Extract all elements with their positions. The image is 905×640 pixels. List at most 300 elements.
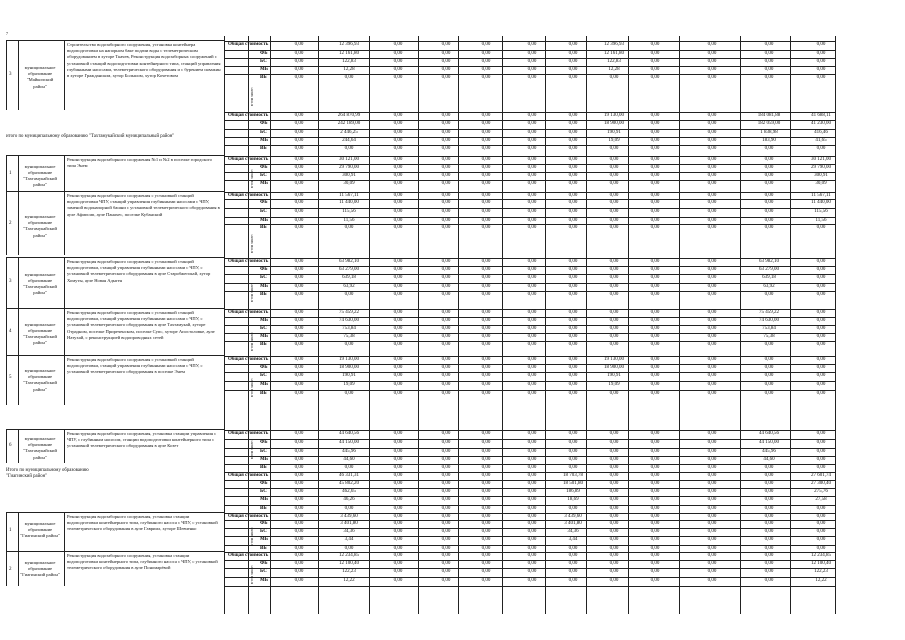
value-cell: 0,00: [707, 75, 717, 80]
value-cell: 0,00: [441, 138, 451, 143]
value-cell: 0,00: [481, 326, 491, 331]
value-cell: 0,00: [527, 267, 537, 272]
value-cell: 0,00: [764, 561, 774, 566]
value-cell: 0,00: [764, 209, 774, 214]
value-cell: 0,00: [393, 382, 403, 387]
value-cell: 0,00: [294, 138, 304, 143]
row-code-label: БС: [260, 529, 267, 534]
value-cell: 0,00: [393, 489, 403, 494]
value-cell: 19,09: [343, 382, 355, 387]
value-cell: 0,00: [707, 267, 717, 272]
value-cell: 0,00: [393, 259, 403, 264]
value-cell: 0,00: [568, 465, 578, 470]
value-cell: 0,00: [609, 284, 619, 289]
value-cell: 0,00: [650, 138, 660, 143]
value-cell: 0,00: [527, 310, 537, 315]
value-cell: 0,00: [707, 382, 717, 387]
value-cell: 0,00: [650, 342, 660, 347]
value-cell: 0,00: [294, 382, 304, 387]
value-cell: 0,00: [481, 334, 491, 339]
value-cell: 0,00: [707, 553, 717, 558]
row-code-label: МБ: [260, 457, 269, 462]
value-cell: 0,00: [650, 561, 660, 566]
value-cell: 639,18: [762, 275, 776, 280]
value-cell: 45 802,20: [339, 481, 359, 486]
value-cell: 0,00: [609, 200, 619, 205]
value-cell: 0,00: [568, 146, 578, 151]
value-cell: 0,00: [527, 578, 537, 583]
value-cell: 44 150,00: [759, 440, 779, 445]
value-cell: 0,00: [527, 391, 537, 396]
block-municipality: муниципальное образование "Гиагинский район": [20, 521, 60, 539]
value-cell: 0,00: [481, 537, 491, 542]
value-cell: 18 703,78: [563, 473, 583, 478]
row-code-label: ВБ: [260, 391, 267, 396]
value-cell: 0,00: [650, 473, 660, 478]
value-cell: 0,00: [650, 59, 660, 64]
value-cell: 0,00: [294, 318, 304, 323]
value-cell: 0,00: [527, 225, 537, 230]
row-code-label: Общая стоимость: [228, 553, 269, 558]
value-cell: 0,00: [481, 473, 491, 478]
value-cell: 0,00: [816, 440, 826, 445]
value-cell: 0,00: [609, 173, 619, 178]
value-cell: 0,00: [764, 218, 774, 223]
value-cell: 0,00: [707, 537, 717, 542]
value-cell: 0,00: [393, 225, 403, 230]
value-cell: 0,00: [344, 506, 354, 511]
value-cell: 0,00: [527, 292, 537, 297]
value-cell: 0,00: [707, 326, 717, 331]
value-cell: 0,00: [707, 42, 717, 47]
value-cell: 27,58: [815, 497, 827, 502]
value-cell: 0,00: [527, 465, 537, 470]
value-cell: 0,00: [816, 357, 826, 362]
value-cell: 0,00: [707, 200, 717, 205]
value-cell: 0,00: [650, 146, 660, 151]
row-code-label: ФБ: [260, 561, 268, 566]
value-cell: 0,00: [481, 146, 491, 151]
value-cell: 0,00: [707, 357, 717, 362]
value-cell: 0,00: [481, 165, 491, 170]
value-cell: 0,00: [393, 275, 403, 280]
block-number: 2: [9, 566, 12, 572]
row-code-label: БС: [260, 275, 267, 280]
value-cell: 11 567,11: [339, 193, 359, 198]
value-cell: 0,00: [481, 440, 491, 445]
value-cell: 63,92: [343, 284, 355, 289]
block-vline: [64, 512, 65, 586]
block-vline: [6, 40, 7, 110]
value-cell: 18 900,00: [339, 365, 359, 370]
value-cell: 0,00: [764, 481, 774, 486]
row-code-label: БС: [260, 209, 267, 214]
value-cell: 0,00: [707, 67, 717, 72]
value-cell: 0,00: [441, 578, 451, 583]
value-cell: 0,00: [609, 521, 619, 526]
value-cell: 0,00: [481, 173, 491, 178]
value-cell: 0,00: [441, 310, 451, 315]
value-cell: 0,00: [294, 42, 304, 47]
value-cell: 0,00: [816, 537, 826, 542]
value-cell: 0,00: [294, 431, 304, 436]
value-cell: 0,00: [609, 326, 619, 331]
value-cell: 0,00: [568, 75, 578, 80]
value-cell: 0,00: [650, 578, 660, 583]
value-cell: 0,00: [393, 193, 403, 198]
value-cell: 0,00: [764, 382, 774, 387]
value-cell: 0,00: [707, 365, 717, 370]
value-cell: 12 161,80: [604, 51, 624, 56]
row-code-label: ФБ: [260, 521, 268, 526]
value-cell: 0,00: [764, 529, 774, 534]
value-cell: 0,00: [568, 181, 578, 186]
row-code-label: МБ: [260, 334, 269, 339]
value-cell: 41 230,00: [811, 121, 831, 126]
value-cell: 0,00: [568, 157, 578, 162]
value-cell: 0,00: [707, 130, 717, 135]
row-code-label: МБ: [260, 284, 269, 289]
value-cell: 0,00: [568, 209, 578, 214]
value-cell: 0,00: [441, 218, 451, 223]
row-rule: [224, 586, 835, 587]
block-municipality: муниципальное образование "Тахтамукайский район": [23, 271, 57, 296]
value-cell: 0,00: [609, 292, 619, 297]
value-cell: 0,00: [764, 578, 774, 583]
value-cell: 0,00: [527, 130, 537, 135]
block-municipality: муниципальное образование "Тахтамукайский район": [23, 214, 57, 238]
value-cell: 0,00: [481, 225, 491, 230]
value-cell: 0,00: [393, 209, 403, 214]
value-cell: 0,00: [764, 146, 774, 151]
value-cell: 0,00: [441, 59, 451, 64]
value-cell: 0,00: [764, 181, 774, 186]
value-cell: 19 130,00: [604, 113, 624, 118]
value-cell: 0,00: [294, 457, 304, 462]
value-cell: 0,00: [481, 546, 491, 551]
value-cell: 0,00: [650, 209, 660, 214]
subtotal-label: Итого по муниципальному образованию "Гиагинский район": [6, 468, 89, 479]
value-cell: 19 130,00: [604, 357, 624, 362]
value-cell: 0,00: [393, 373, 403, 378]
value-cell: 0,00: [650, 465, 660, 470]
value-cell: 0,00: [481, 138, 491, 143]
value-cell: 0,00: [707, 121, 717, 126]
value-cell: 0,00: [294, 181, 304, 186]
value-cell: 0,00: [393, 138, 403, 143]
value-cell: 0,00: [764, 59, 774, 64]
row-code-label: ВБ: [260, 506, 267, 511]
value-cell: 0,00: [650, 181, 660, 186]
value-cell: 44,60: [763, 457, 775, 462]
block-vline: [18, 429, 19, 463]
value-cell: 0,00: [609, 259, 619, 264]
value-cell: 0,00: [707, 292, 717, 297]
value-cell: 0,00: [481, 489, 491, 494]
value-cell: 0,00: [707, 209, 717, 214]
value-cell: 0,00: [344, 292, 354, 297]
value-cell: 0,00: [481, 529, 491, 534]
value-cell: 0,00: [568, 200, 578, 205]
value-cell: 0,00: [816, 59, 826, 64]
value-cell: 0,00: [650, 326, 660, 331]
value-cell: 0,00: [294, 521, 304, 526]
value-cell: 0,00: [441, 521, 451, 526]
value-cell: 0,00: [481, 382, 491, 387]
vertical-label: в том числе:: [250, 378, 254, 397]
value-cell: 0,00: [707, 457, 717, 462]
row-code-label: ФБ: [260, 365, 268, 370]
block-vline: [18, 40, 19, 110]
value-cell: 0,00: [764, 292, 774, 297]
row-code-label: ВБ: [260, 146, 267, 151]
row-code-label: МБ: [260, 537, 269, 542]
value-cell: 445,96: [342, 449, 356, 454]
value-cell: 0,00: [294, 514, 304, 519]
value-cell: 0,00: [481, 275, 491, 280]
value-cell: 0,00: [527, 67, 537, 72]
value-cell: 0,00: [707, 514, 717, 519]
block-number: 3: [9, 278, 12, 284]
value-cell: 0,00: [481, 200, 491, 205]
value-cell: 0,00: [707, 259, 717, 264]
value-cell: 0,00: [568, 449, 578, 454]
value-cell: 1 838,98: [760, 130, 778, 135]
value-cell: 0,00: [481, 521, 491, 526]
value-cell: 0,00: [650, 449, 660, 454]
value-cell: 0,00: [393, 514, 403, 519]
value-cell: 0,00: [481, 481, 491, 486]
subtotal-label: итого по муниципальному образованию "Тахтамукайский муниципальный район": [6, 134, 175, 139]
value-cell: 0,00: [393, 440, 403, 445]
value-cell: 0,00: [527, 561, 537, 566]
value-cell: 0,00: [568, 138, 578, 143]
row-code-label: ВБ: [260, 292, 267, 297]
value-cell: 0,00: [527, 373, 537, 378]
value-cell: 12 396,93: [604, 42, 624, 47]
value-cell: 0,00: [609, 449, 619, 454]
value-cell: 0,00: [393, 173, 403, 178]
value-cell: 0,00: [527, 209, 537, 214]
value-cell: 0,00: [294, 225, 304, 230]
value-cell: 300,91: [342, 173, 356, 178]
value-cell: 29 790,00: [811, 165, 831, 170]
value-cell: 0,00: [816, 42, 826, 47]
value-cell: 0,00: [764, 537, 774, 542]
value-cell: 0,00: [393, 113, 403, 118]
value-cell: 0,00: [393, 457, 403, 462]
block-number: 1: [9, 528, 12, 533]
value-cell: 0,00: [650, 334, 660, 339]
value-cell: 0,00: [393, 521, 403, 526]
value-cell: 0,00: [393, 342, 403, 347]
value-cell: 0,00: [816, 67, 826, 72]
value-cell: 0,00: [294, 481, 304, 486]
value-cell: 0,00: [441, 292, 451, 297]
value-cell: 0,00: [481, 506, 491, 511]
value-cell: 242 189,00: [337, 121, 361, 126]
value-cell: 0,00: [527, 113, 537, 118]
value-cell: 115,56: [342, 209, 356, 214]
value-cell: 11 440,00: [339, 200, 359, 205]
value-cell: 0,00: [294, 284, 304, 289]
value-cell: 0,00: [294, 310, 304, 315]
value-cell: 0,00: [294, 440, 304, 445]
value-cell: 183,90: [762, 138, 776, 143]
value-cell: 27 601,74: [811, 473, 831, 478]
value-cell: 122,23: [342, 569, 356, 574]
block-number: 5: [9, 375, 12, 380]
value-cell: 0,00: [441, 209, 451, 214]
value-cell: 0,00: [527, 318, 537, 323]
value-cell: 0,00: [816, 546, 826, 551]
value-cell: 0,00: [344, 546, 354, 551]
value-cell: 0,00: [481, 514, 491, 519]
value-cell: 0,00: [764, 497, 774, 502]
value-cell: 0,00: [441, 497, 451, 502]
value-cell: 0,00: [764, 67, 774, 72]
value-cell: 0,00: [816, 465, 826, 470]
value-cell: 0,00: [650, 529, 660, 534]
value-cell: 0,00: [393, 267, 403, 272]
value-cell: 753,84: [762, 326, 776, 331]
value-cell: 0,00: [481, 310, 491, 315]
vertical-label: в том числе:: [250, 565, 254, 584]
value-cell: 0,00: [441, 275, 451, 280]
value-cell: 0,00: [393, 42, 403, 47]
value-cell: 0,00: [441, 113, 451, 118]
value-cell: 0,00: [481, 51, 491, 56]
vertical-label: в том числе:: [250, 283, 254, 302]
value-cell: 0,00: [393, 546, 403, 551]
value-cell: 0,00: [707, 529, 717, 534]
value-cell: 44,60: [343, 457, 355, 462]
value-cell: 0,00: [344, 465, 354, 470]
row-code-label: ФБ: [260, 200, 268, 205]
value-cell: 0,00: [527, 334, 537, 339]
row-code-label: Общая стоимость: [228, 42, 269, 47]
value-cell: 0,00: [609, 146, 619, 151]
value-cell: 0,00: [707, 113, 717, 118]
row-code-label: БС: [260, 569, 267, 574]
block-rule: [6, 355, 224, 356]
block-municipality: муниципальное образование "Тахтамукайский район": [23, 321, 57, 346]
value-cell: 0,00: [609, 537, 619, 542]
value-cell: 0,00: [650, 382, 660, 387]
value-cell: 0,00: [527, 165, 537, 170]
row-code-label: БС: [260, 449, 267, 454]
value-cell: 0,00: [764, 225, 774, 230]
value-cell: 0,00: [393, 449, 403, 454]
value-cell: 0,00: [527, 481, 537, 486]
value-cell: 0,00: [393, 365, 403, 370]
value-cell: 0,00: [707, 373, 717, 378]
value-cell: 12,28: [608, 67, 620, 72]
row-code-label: ВБ: [260, 546, 267, 551]
block-municipality: муниципальное образование "Тахтамукайский район": [23, 163, 57, 188]
value-cell: 0,00: [568, 326, 578, 331]
page-corner-mark: 7: [6, 31, 8, 36]
value-cell: 12 100,40: [811, 561, 831, 566]
value-cell: 0,00: [650, 42, 660, 47]
value-cell: 0,00: [527, 218, 537, 223]
value-cell: 0,00: [294, 357, 304, 362]
value-cell: 0,00: [294, 130, 304, 135]
value-cell: 0,00: [568, 310, 578, 315]
block-description: Реконструкция водозаборного сооружения с установкой станций водоподготовки, станций управления глубинными насосами с ЧПУ, с установкой телеметрического оборудования в ауле Тахтамукай, хуторе Отрадном, поселке Приреченском, поселке Супс, хуторе Апостоловке, ауле Натухай, с реконструкцией водопроводных сетей: [67, 310, 215, 340]
value-cell: 0,00: [707, 51, 717, 56]
value-cell: 0,00: [816, 334, 826, 339]
value-cell: 0,00: [294, 59, 304, 64]
value-cell: 0,00: [527, 497, 537, 502]
value-cell: 0,00: [568, 561, 578, 566]
value-cell: 0,00: [481, 181, 491, 186]
row-code-label: БС: [260, 59, 267, 64]
value-cell: 0,00: [441, 481, 451, 486]
row-code-label: ФБ: [260, 440, 268, 445]
value-cell: 3 401,80: [564, 521, 582, 526]
value-cell: 0,00: [764, 521, 774, 526]
value-cell: 0,00: [441, 51, 451, 56]
block-number: 1: [9, 170, 12, 176]
value-cell: 0,00: [568, 357, 578, 362]
value-cell: 0,00: [568, 578, 578, 583]
block-rule: [6, 155, 224, 156]
value-cell: 3 439,60: [340, 514, 358, 519]
value-cell: 0,00: [707, 218, 717, 223]
value-cell: 0,00: [650, 121, 660, 126]
value-cell: 75,38: [343, 334, 355, 339]
value-cell: 0,00: [707, 181, 717, 186]
value-cell: 0,00: [294, 157, 304, 162]
value-cell: 19 130,00: [339, 357, 359, 362]
value-cell: 0,00: [441, 267, 451, 272]
value-cell: 44 640,56: [339, 431, 359, 436]
value-cell: 63 982,10: [759, 259, 779, 264]
value-cell: 0,00: [568, 342, 578, 347]
value-cell: 0,00: [568, 569, 578, 574]
row-code-label: ФБ: [260, 481, 268, 486]
value-cell: 0,00: [294, 200, 304, 205]
value-cell: 0,00: [764, 342, 774, 347]
value-cell: 0,00: [568, 259, 578, 264]
value-cell: 0,00: [707, 193, 717, 198]
value-cell: 0,00: [568, 391, 578, 396]
value-cell: 0,00: [527, 51, 537, 56]
value-cell: 0,00: [650, 51, 660, 56]
value-cell: 0,00: [481, 75, 491, 80]
value-cell: 0,00: [441, 440, 451, 445]
value-cell: 0,00: [650, 284, 660, 289]
value-cell: 3,44: [568, 537, 578, 542]
value-cell: 0,00: [393, 318, 403, 323]
value-cell: 0,00: [441, 365, 451, 370]
value-cell: 12 234,85: [339, 553, 359, 558]
value-cell: 122,83: [342, 59, 356, 64]
value-cell: 0,00: [609, 334, 619, 339]
value-cell: 0,00: [707, 342, 717, 347]
value-cell: 0,00: [609, 473, 619, 478]
value-cell: 0,00: [707, 489, 717, 494]
value-cell: 0,00: [294, 342, 304, 347]
value-cell: 0,00: [393, 465, 403, 470]
value-cell: 0,00: [481, 342, 491, 347]
value-cell: 0,00: [816, 318, 826, 323]
value-cell: 0,00: [527, 449, 537, 454]
value-cell: 0,00: [481, 67, 491, 72]
value-cell: 0,00: [294, 218, 304, 223]
value-cell: 0,00: [441, 553, 451, 558]
